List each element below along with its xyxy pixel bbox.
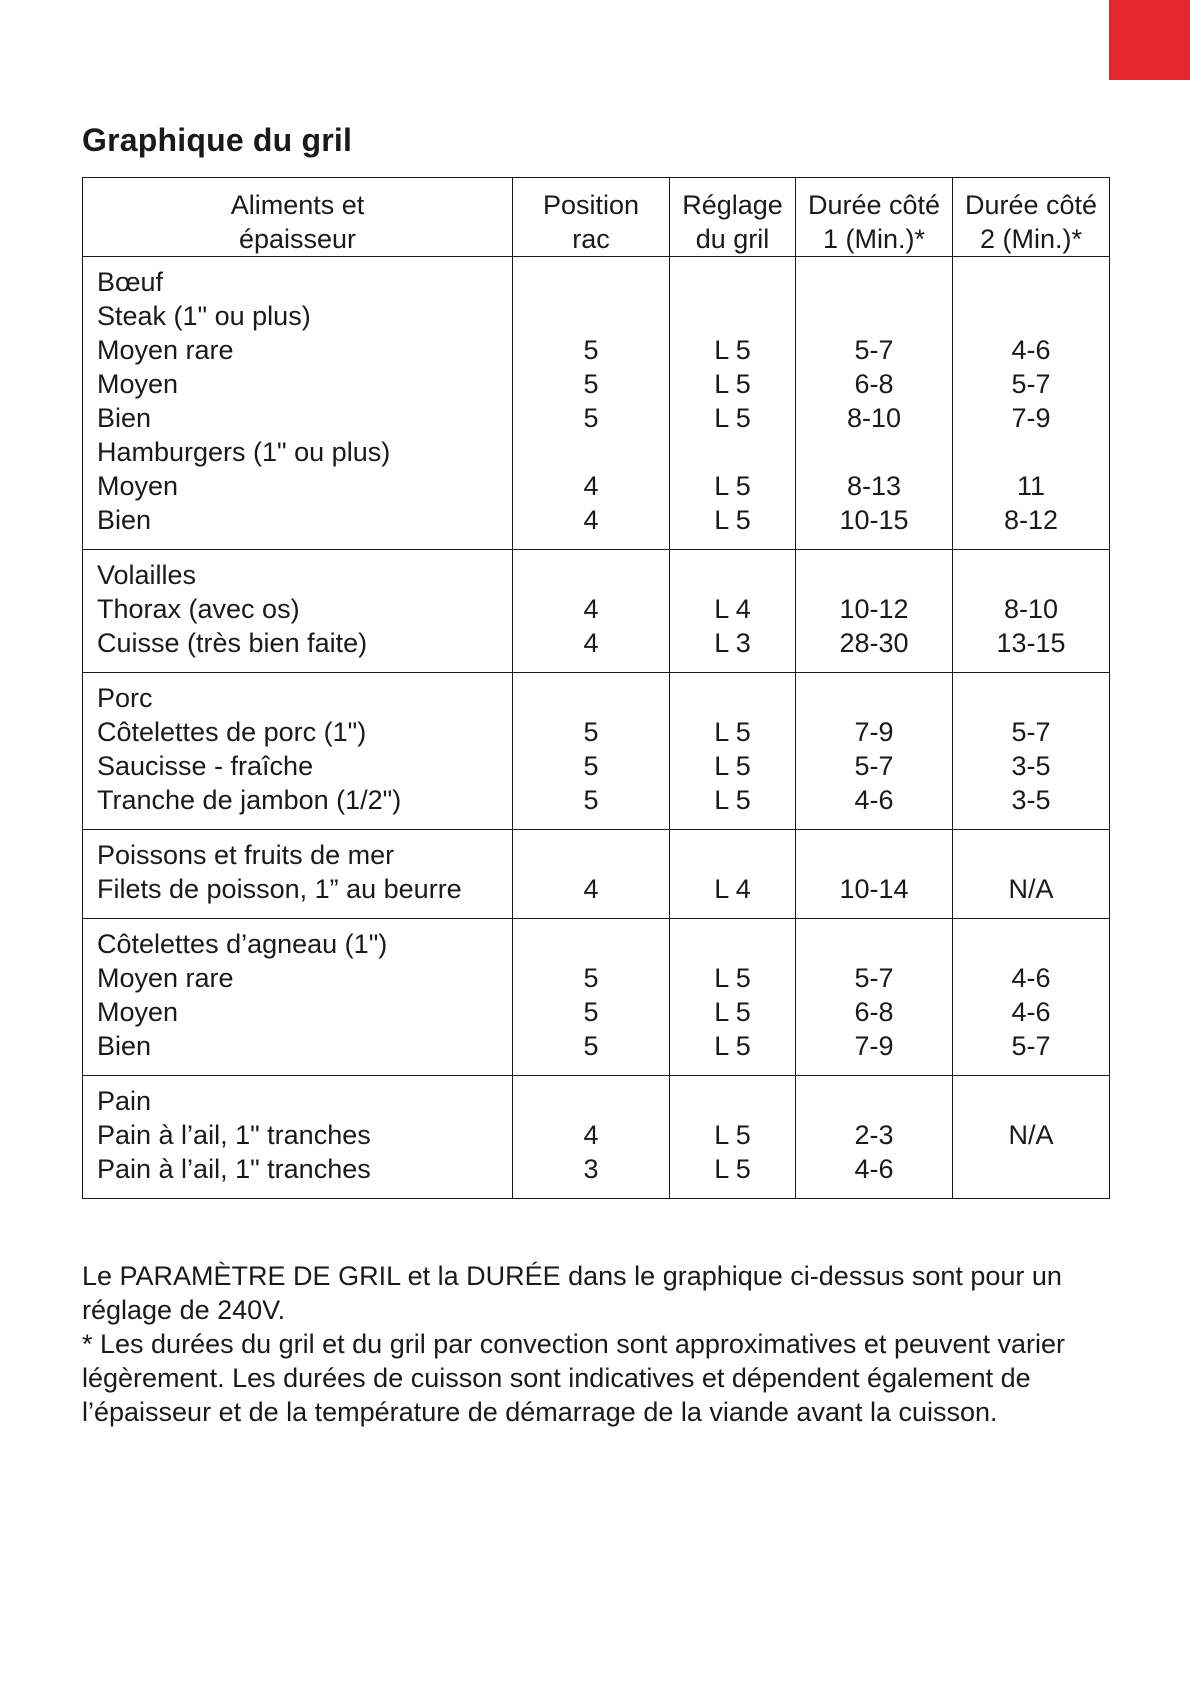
cell-line: 5 xyxy=(583,997,599,1027)
cell-line xyxy=(513,838,669,872)
cell-line: Poissons et fruits de mer xyxy=(97,840,395,870)
cell-line: Pain à l’ail, 1" tranches xyxy=(97,1154,371,1184)
cell-line: 4-6 xyxy=(1011,997,1051,1027)
cell-line: 28-30 xyxy=(839,628,909,658)
cell-line: 3-5 xyxy=(1011,751,1051,781)
table-row xyxy=(83,550,1110,673)
cell-line: 4-6 xyxy=(854,1154,894,1184)
cell-line: 5-7 xyxy=(854,751,894,781)
cell-line xyxy=(670,265,795,299)
cell-line xyxy=(670,1084,795,1118)
cell-line: Steak (1" ou plus) xyxy=(97,301,311,331)
rack-position-cell xyxy=(513,673,670,830)
food-cell xyxy=(83,257,513,550)
red-corner-tab xyxy=(1109,0,1190,80)
rack-position-cell xyxy=(513,830,670,919)
cell-line: 5 xyxy=(583,963,599,993)
side1-time-cell xyxy=(796,550,953,673)
cell-line: Moyen xyxy=(97,471,179,501)
cell-line: 4 xyxy=(583,1120,599,1150)
cell-line: Pain à l’ail, 1" tranches xyxy=(97,1120,371,1150)
cell-line: L 4 xyxy=(714,874,751,904)
cell-line: 5 xyxy=(583,403,599,433)
cell-line: 7-9 xyxy=(1011,403,1051,433)
header-side2-time: Durée côté 2 (Min.)* xyxy=(953,178,1110,257)
side1-time-cell xyxy=(796,257,953,550)
table-row xyxy=(83,919,1110,1076)
cell-line: 11 xyxy=(1016,471,1046,501)
side2-time-cell xyxy=(953,919,1110,1076)
cell-line xyxy=(513,299,669,333)
table-row xyxy=(83,257,1110,550)
food-cell xyxy=(83,919,513,1076)
cell-line xyxy=(670,299,795,333)
cell-line: 5-7 xyxy=(1011,717,1051,747)
rack-position-cell xyxy=(513,919,670,1076)
cell-line: 5 xyxy=(583,335,599,365)
cell-line xyxy=(670,558,795,592)
cell-line: 4 xyxy=(583,594,599,624)
cell-line: Hamburgers (1" ou plus) xyxy=(97,437,391,467)
side2-time-cell xyxy=(953,550,1110,673)
food-cell xyxy=(83,550,513,673)
grill-setting-cell xyxy=(670,830,796,919)
cell-line: Côtelettes de porc (1") xyxy=(97,717,367,747)
cell-line: L 5 xyxy=(714,717,751,747)
cell-line: L 5 xyxy=(714,403,751,433)
cell-line: 4 xyxy=(583,505,599,535)
cell-line xyxy=(513,558,669,592)
cell-line: 6-8 xyxy=(854,997,894,1027)
cell-line xyxy=(796,265,952,299)
rack-position-cell xyxy=(513,257,670,550)
food-cell xyxy=(83,1076,513,1199)
cell-line: L 4 xyxy=(714,594,751,624)
cell-line: Moyen rare xyxy=(97,963,234,993)
cell-line: Filets de poisson, 1” au beurre xyxy=(97,874,462,904)
cell-line: 5 xyxy=(583,369,599,399)
cell-line: Volailles xyxy=(97,560,197,590)
cell-line: L 5 xyxy=(714,1120,751,1150)
cell-line: 4 xyxy=(583,874,599,904)
cell-line: 10-15 xyxy=(839,505,909,535)
cell-line xyxy=(796,681,952,715)
cell-line xyxy=(670,681,795,715)
side2-time-cell xyxy=(953,673,1110,830)
cell-line: L 5 xyxy=(714,471,751,501)
cell-line xyxy=(513,265,669,299)
cell-line xyxy=(796,299,952,333)
cell-line xyxy=(796,838,952,872)
rack-position-cell xyxy=(513,1076,670,1199)
cell-line: 13-15 xyxy=(996,628,1066,658)
cell-line: Tranche de jambon (1/2") xyxy=(97,785,402,815)
cell-line: 10-14 xyxy=(839,874,909,904)
header-grill-setting: Réglage du gril xyxy=(670,178,796,257)
cell-line: 8-13 xyxy=(846,471,902,501)
food-cell xyxy=(83,673,513,830)
cell-line: 5 xyxy=(583,785,599,815)
cell-line: Bœuf xyxy=(97,267,164,297)
table-header-row xyxy=(83,178,1110,257)
side1-time-cell xyxy=(796,830,953,919)
cell-line: Bien xyxy=(97,403,152,433)
cell-line: 8-12 xyxy=(1003,505,1059,535)
cell-line: 8-10 xyxy=(846,403,902,433)
cell-line xyxy=(953,435,1109,469)
cell-line: Cuisse (très bien faite) xyxy=(97,628,368,658)
cell-line: L 5 xyxy=(714,1031,751,1061)
cell-line xyxy=(953,299,1109,333)
grill-setting-cell xyxy=(670,1076,796,1199)
food-cell xyxy=(83,830,513,919)
cell-line xyxy=(953,681,1109,715)
cell-line: L 5 xyxy=(714,335,751,365)
table-row xyxy=(83,673,1110,830)
side1-time-cell xyxy=(796,673,953,830)
cell-line xyxy=(670,435,795,469)
cell-line: L 5 xyxy=(714,785,751,815)
cell-line xyxy=(513,927,669,961)
cell-line: Moyen rare xyxy=(97,335,234,365)
cell-line: N/A xyxy=(1008,874,1054,904)
grill-setting-cell xyxy=(670,257,796,550)
cell-line: 8-10 xyxy=(1003,594,1059,624)
time-disclaimer-note: * Les durées du gril et du gril par convection sont approximatives et peuvent varier légèrement. Les durées de cuisson sont indicatives et dépendent également de l’épaisseur et de la température de démarrage de la viande avant la cuisson. xyxy=(82,1329,1066,1427)
cell-line: 3-5 xyxy=(1011,785,1051,815)
side1-time-cell xyxy=(796,919,953,1076)
cell-line: 7-9 xyxy=(854,1031,894,1061)
cell-line xyxy=(670,838,795,872)
cell-line: 5-7 xyxy=(854,335,894,365)
cell-line xyxy=(796,435,952,469)
cell-line xyxy=(953,927,1109,961)
cell-line xyxy=(513,1084,669,1118)
header-side1-time: Durée côté 1 (Min.)* xyxy=(796,178,953,257)
grill-setting-cell xyxy=(670,919,796,1076)
header-rack-position: Position rac xyxy=(513,178,670,257)
cell-line: L 5 xyxy=(714,997,751,1027)
cell-line xyxy=(953,838,1109,872)
side2-time-cell xyxy=(953,1076,1110,1199)
cell-line: Moyen xyxy=(97,997,179,1027)
cell-line: L 3 xyxy=(714,628,751,658)
grill-setting-cell xyxy=(670,673,796,830)
cell-line xyxy=(796,558,952,592)
cell-line xyxy=(953,558,1109,592)
cell-line: 10-12 xyxy=(839,594,909,624)
cell-line xyxy=(513,681,669,715)
cell-line: Bien xyxy=(97,1031,152,1061)
cell-line: 6-8 xyxy=(854,369,894,399)
cell-line xyxy=(953,1084,1109,1118)
cell-line: L 5 xyxy=(714,505,751,535)
cell-line: Bien xyxy=(97,505,152,535)
cell-line: 5 xyxy=(583,1031,599,1061)
cell-line: 2-3 xyxy=(854,1120,894,1150)
cell-line: L 5 xyxy=(714,1154,751,1184)
grill-chart-table xyxy=(82,177,1110,1199)
cell-line: L 5 xyxy=(714,963,751,993)
cell-line xyxy=(513,435,669,469)
cell-line: 5 xyxy=(583,717,599,747)
cell-line: Moyen xyxy=(97,369,179,399)
footer-notes xyxy=(82,1259,1109,1429)
cell-line: 4-6 xyxy=(1011,335,1051,365)
table-row xyxy=(83,830,1110,919)
cell-line: 4 xyxy=(583,471,599,501)
cell-line: L 5 xyxy=(714,369,751,399)
cell-line: Saucisse - fraîche xyxy=(97,751,314,781)
header-food: Aliments et épaisseur xyxy=(83,178,513,257)
side1-time-cell xyxy=(796,1076,953,1199)
cell-line: Côtelettes d’agneau (1") xyxy=(97,929,388,959)
voltage-note: Le PARAMÈTRE DE GRIL et la DURÉE dans le graphique ci-dessus sont pour un réglage de 240V. xyxy=(82,1261,1062,1325)
cell-line: 4-6 xyxy=(854,785,894,815)
cell-line: 5-7 xyxy=(854,963,894,993)
cell-line xyxy=(796,1084,952,1118)
cell-line: 5-7 xyxy=(1011,369,1051,399)
cell-line: 5-7 xyxy=(1011,1031,1051,1061)
table-row xyxy=(83,1076,1110,1199)
cell-line: Thorax (avec os) xyxy=(97,594,300,624)
cell-line xyxy=(670,927,795,961)
cell-line: 5 xyxy=(583,751,599,781)
cell-line: N/A xyxy=(1008,1120,1054,1150)
rack-position-cell xyxy=(513,550,670,673)
cell-line xyxy=(953,265,1109,299)
cell-line: Pain xyxy=(97,1086,152,1116)
grill-setting-cell xyxy=(670,550,796,673)
cell-line: L 5 xyxy=(714,751,751,781)
cell-line xyxy=(796,927,952,961)
cell-line: 4-6 xyxy=(1011,963,1051,993)
cell-line: 4 xyxy=(583,628,599,658)
page-title: Graphique du gril xyxy=(82,122,353,158)
cell-line: Porc xyxy=(97,683,153,713)
side2-time-cell xyxy=(953,257,1110,550)
cell-line xyxy=(953,1152,1109,1186)
cell-line: 3 xyxy=(583,1154,599,1184)
cell-line: 7-9 xyxy=(854,717,894,747)
side2-time-cell xyxy=(953,830,1110,919)
